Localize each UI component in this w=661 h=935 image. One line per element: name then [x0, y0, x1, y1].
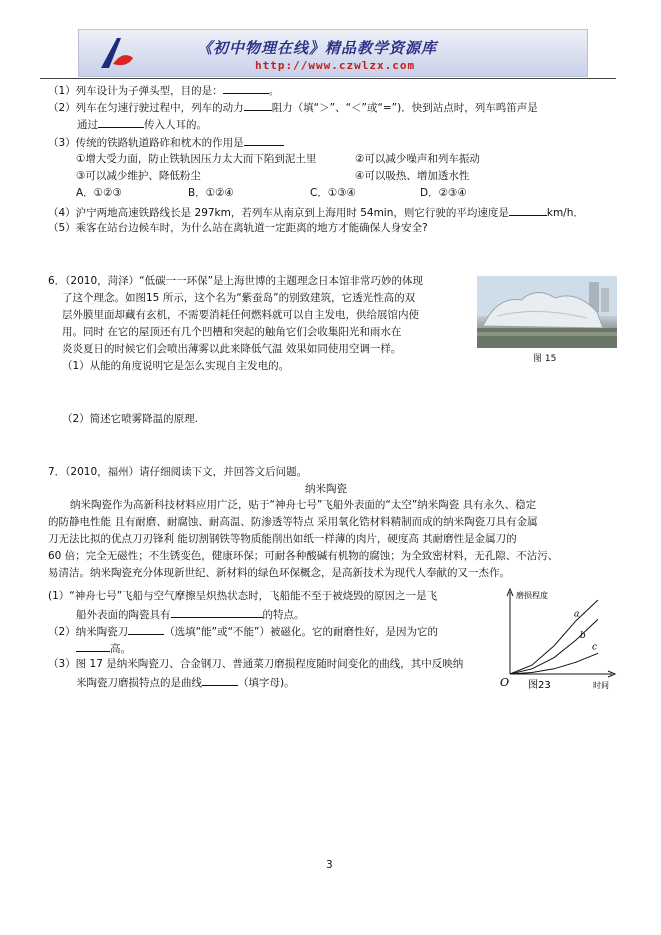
article-line: 纳米陶瓷作为高新科技材料应用广泛，贴于“神舟七号”飞船外表面的“太空”纳米陶瓷 具有永久、稳定 — [70, 499, 537, 511]
curve-label-b: b — [580, 631, 586, 641]
q5-part5: （5）乘客在站台边候车时，为什么站在离轨道一定距离的地方才能确保人身安全? — [48, 222, 428, 234]
answer-blank[interactable] — [76, 640, 110, 652]
q7-part1-cont: 船外表面的陶瓷具有 的特点。 — [76, 606, 305, 622]
q5-choice-d[interactable]: D．②③④ — [420, 187, 467, 199]
q5-option-3: ③可以减少维护、降低粉尘 — [76, 170, 201, 182]
article-line: 刀无法比拟的优点刀刃锋利 能切割钢铁等物质能削出如纸一样薄的肉片，硬度高 其耐磨性是金属刀的 — [48, 533, 517, 545]
q5-part3: （3）传统的铁路轨道路砟和枕木的作用是 — [48, 134, 284, 150]
q7-part2: （2）纳米陶瓷刀 （选填“能”或“不能”）被磁化。它的耐磨性好，是因为它的 — [48, 623, 438, 639]
curve-label-a: a — [574, 609, 580, 620]
q6-line: 了这个理念。如图15 所示，这个名为“紫蚕岛”的别致建筑，它透光性高的双 — [62, 292, 416, 304]
article-body — [48, 497, 618, 582]
q7-intro: 7．（2010，福州）请仔细阅读下文，并回答文后问题。 — [48, 466, 308, 478]
y-axis-label: 磨损程度 — [516, 591, 548, 600]
q5-option-4: ④可以吸热、增加透水性 — [355, 170, 470, 182]
answer-blank[interactable] — [202, 674, 238, 686]
chart-caption: 图23 — [528, 680, 551, 691]
banner-url[interactable]: http://www.czwlzx.com — [255, 59, 416, 72]
q5-part1: （1）列车设计为子弹头型，目的是： 。 — [48, 82, 279, 98]
q7-part3: （3）图 17 是纳米陶瓷刀、合金钢刀、普通菜刀磨损程度随时间变化的曲线，其中反映纳 — [48, 658, 464, 670]
curve-label-c: c — [592, 642, 598, 653]
origin-label: O — [500, 676, 510, 689]
q5-part4: （4）沪宁两地高速铁路线长是 297km，若列车从南京到上海用时 54min，则它行驶的平均速度是 km/h． — [48, 204, 584, 220]
japan-pavilion-photo — [477, 276, 617, 348]
article-line: 易清洁。纳米陶瓷充分体现新世纪、新材料的绿色环保概念，是高新技术为现代人奉献的又一杰作。 — [48, 567, 510, 579]
answer-blank[interactable] — [98, 116, 144, 128]
answer-blank[interactable] — [509, 204, 547, 216]
q6-line: 用。同时 在它的屋顶还有几个凹槽和突起的触角它们会收集阳光和雨水在 — [62, 326, 402, 338]
q7-part2-cont: 高。 — [76, 640, 131, 656]
answer-blank[interactable] — [171, 606, 263, 618]
q6-line: 层外膜里面却藏有玄机，不需要消耗任何燃料就可以自主发电，供给展馆内使 — [62, 309, 419, 321]
article-line: 的防静电性能 且有耐磨、耐腐蚀、耐高温、防渗透等特点 采用氧化锆材料精制而成的纳米陶瓷刀具有金属 — [48, 516, 538, 528]
q5-choice-b[interactable]: B．①②④ — [188, 187, 234, 199]
q5-option-2: ②可以减少噪声和列车振动 — [355, 153, 480, 165]
q5-part2-cont: 通过 传入人耳的。 — [77, 116, 207, 132]
q6-line: 6．（2010，菏泽）“低碳一一环保”是上海世博的主题理念日本馆非常巧妙的体现 — [48, 275, 424, 287]
q7-part3-cont: 米陶瓷刀磨损特点的是曲线 （填字母)。 — [76, 674, 295, 690]
logo-icon — [97, 34, 137, 72]
q5-choice-a[interactable]: A．①②③ — [76, 187, 122, 199]
q5-choice-c[interactable]: C．①③④ — [310, 187, 357, 199]
q7-part1: (1）“神舟七号”飞船与空气摩擦呈炽热状态时，飞船能不至于被烧毁的原因之一是飞 — [48, 590, 438, 602]
pavilion-illustration — [477, 276, 617, 348]
q6-part2: （2）简述它喷雾降温的原理. — [62, 413, 199, 425]
q6-text — [48, 273, 474, 375]
q6-line: （1）从能的角度说明它是怎么实现自主发电的。 — [62, 360, 290, 372]
figure-15-caption: 图 15 — [533, 354, 557, 364]
page-number: 3 — [326, 859, 333, 871]
top-rule — [40, 78, 616, 79]
answer-blank[interactable] — [128, 623, 164, 635]
q5-part2: （2）列车在匀速行驶过程中，列车的动力 阻力（填“＞”、“＜”或“=”)．快到站点时，列车鸣笛声是 — [48, 99, 538, 115]
x-axis-label: 时间 — [593, 681, 609, 690]
q5-option-1: ①增大受力面，防止铁轨因压力太大而下陷到泥土里 — [76, 153, 317, 165]
answer-blank[interactable] — [223, 82, 269, 94]
banner-title: 《初中物理在线》精品教学资源库 — [197, 39, 438, 57]
curve-b — [510, 619, 598, 674]
article-line: 60 倍；完全无磁性；不生锈变色，健康环保；可耐各种酸碱有机物的腐蚀；为全致密材料，无孔隙、不沾污、 — [48, 550, 559, 562]
q6-line: 炎炎夏日的时候它们会喷出薄雾以此来降低气温 效果如同使用空调一样。 — [62, 343, 402, 355]
header-banner — [78, 29, 588, 77]
wear-chart — [494, 586, 622, 694]
article-title: 纳米陶瓷 — [305, 483, 347, 495]
answer-blank[interactable] — [244, 99, 272, 111]
answer-blank[interactable] — [244, 134, 284, 146]
